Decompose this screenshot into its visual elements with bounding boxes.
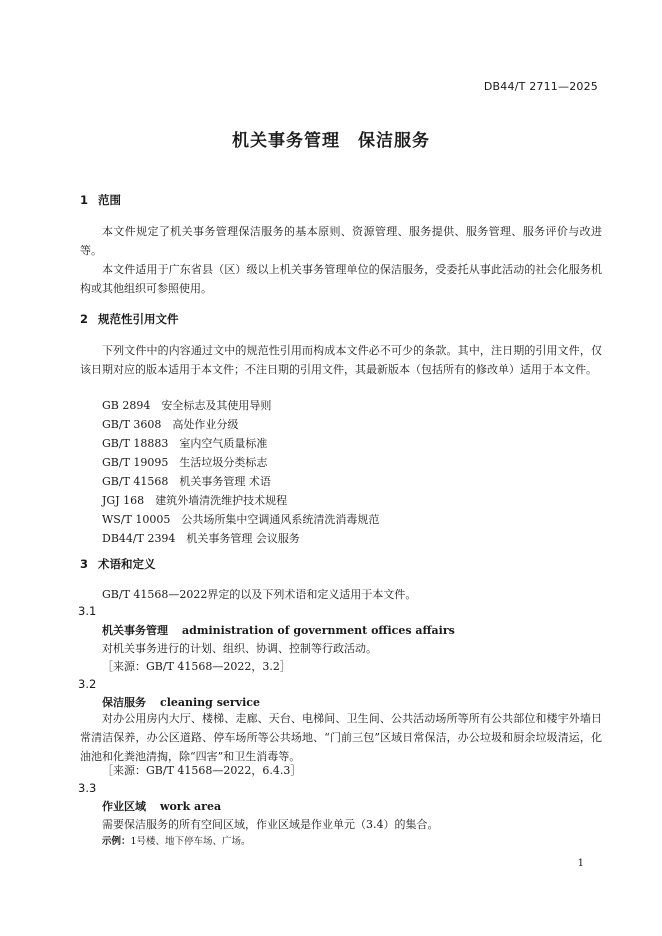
term-definition: 对机关事务进行的计划、组织、协调、控制等行政活动。 xyxy=(102,642,377,655)
term-cn: 作业区域 xyxy=(102,800,146,813)
reference-item: WS/T 10005 公共场所集中空调通风系统清洗消毒规范 xyxy=(102,513,380,526)
document-title: 机关事务管理 保洁服务 xyxy=(232,131,430,151)
term-number: 3.3 xyxy=(78,781,97,795)
reference-item: GB/T 19095 生活垃圾分类标志 xyxy=(102,456,268,469)
term-heading xyxy=(102,622,455,638)
term-example xyxy=(102,833,251,847)
section-number: 1 xyxy=(80,193,89,207)
section-heading-terms xyxy=(80,556,156,572)
term-source: ［来源：GB/T 41568—2022，3.2］ xyxy=(102,660,291,673)
reference-item: DB44/T 2394 机关事务管理 会议服务 xyxy=(102,532,300,545)
terms-intro: GB/T 41568—2022界定的以及下列术语和定义适用于本文件。 xyxy=(102,588,417,601)
example-text: 1号楼、地下停车场、广场。 xyxy=(130,836,251,847)
term-en: administration of government offices affairs xyxy=(182,624,455,637)
term-cn: 机关事务管理 xyxy=(102,624,168,637)
standard-code: DB44/T 2711—2025 xyxy=(483,80,598,93)
page-number: 1 xyxy=(577,858,584,869)
reference-item: GB/T 41568 机关事务管理 术语 xyxy=(102,475,271,488)
term-number: 3.1 xyxy=(78,604,97,618)
section-number: 2 xyxy=(80,312,89,326)
section-title: 术语和定义 xyxy=(98,557,156,571)
scope-paragraph-1: 本文件规定了机关事务管理保洁服务的基本原则、资源管理、服务提供、服务管理、服务评价与改进等。 xyxy=(80,225,602,258)
term-number: 3.2 xyxy=(78,677,97,691)
term-en: work area xyxy=(160,800,222,813)
term-source: ［来源：GB/T 41568—2022，6.4.3］ xyxy=(102,764,302,777)
term-heading xyxy=(102,694,260,710)
section-title: 范围 xyxy=(98,193,121,207)
scope-paragraph-2: 本文件适用于广东省县（区）级以上机关事务管理单位的保洁服务，受委托从事此活动的社会化服务机构或其他组织可参照使用。 xyxy=(80,263,602,296)
reference-item: GB/T 18883 室内空气质量标准 xyxy=(102,437,268,450)
example-label: 示例： xyxy=(102,836,131,847)
reference-item: GB 2894 安全标志及其使用导则 xyxy=(102,399,272,412)
references-intro: 下列文件中的内容通过文中的规范性引用而构成本文件必不可少的条款。其中，注日期的引用文件，仅该日期对应的版本适用于本文件；不注日期的引用文件，其最新版本（包括所有的修改单）适用于本文件。 xyxy=(80,344,602,377)
section-heading-references xyxy=(80,311,179,327)
term-heading xyxy=(102,798,221,814)
section-heading-scope xyxy=(80,192,121,208)
reference-item: GB/T 3608 高处作业分级 xyxy=(102,418,239,431)
section-number: 3 xyxy=(80,557,89,571)
term-definition: 需要保洁服务的所有空间区域，作业区域是作业单元（3.4）的集合。 xyxy=(102,818,439,831)
term-en: cleaning service xyxy=(160,696,260,709)
term-cn: 保洁服务 xyxy=(102,696,146,709)
reference-item: JGJ 168 建筑外墙清洗维护技术规程 xyxy=(102,494,288,507)
section-title: 规范性引用文件 xyxy=(98,312,179,326)
term-definition: 对办公用房内大厅、楼梯、走廊、天台、电梯间、卫生间、公共活动场所等所有公共部位和楼宇外墙日常清洁保养，办公区道路、停车场所等公共场地、“门前三包”区域日常保洁，办公垃圾和厨余垃圾清运，化油池和化粪池清掏，除“四害”和卫生消毒等。 xyxy=(80,712,602,764)
